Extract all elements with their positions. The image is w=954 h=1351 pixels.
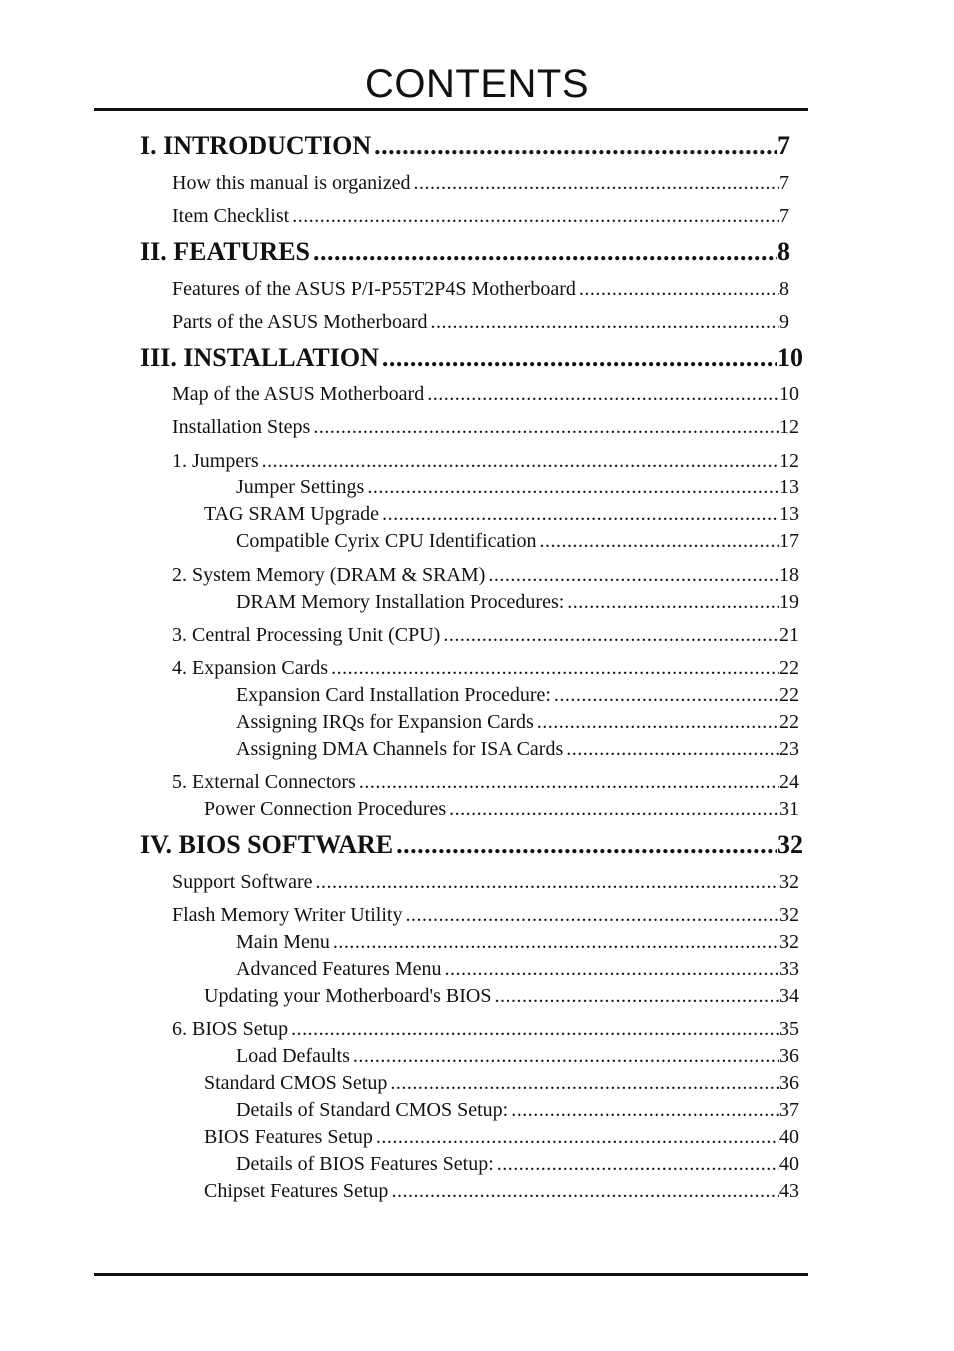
- toc-heading-introduction[interactable]: I. INTRODUCTION ..... 7: [140, 130, 790, 162]
- leader-dots: [259, 448, 779, 474]
- leader-dots: [288, 1016, 779, 1042]
- leader-dots: [508, 1097, 779, 1123]
- toc-entry[interactable]: 3. Central Processing Unit (CPU) ..... 21: [172, 622, 799, 648]
- leader-dots: [424, 381, 779, 407]
- toc-entry[interactable]: Expansion Card Installation Procedure: ..... 22: [236, 682, 799, 708]
- toc-entry[interactable]: Assigning IRQs for Expansion Cards ..... 22: [236, 709, 799, 735]
- leader-dots: [373, 1124, 779, 1150]
- leader-dots: [440, 622, 779, 648]
- toc-entry[interactable]: 2. System Memory (DRAM & SRAM) ..... 18: [172, 562, 799, 588]
- leader-dots: [387, 1070, 779, 1096]
- leader-dots: [402, 902, 779, 928]
- toc-entry[interactable]: 1. Jumpers ..... 12: [172, 448, 799, 474]
- toc-entry[interactable]: How this manual is organized ..... 7: [172, 170, 789, 196]
- leader-dots: [356, 769, 779, 795]
- leader-dots: [310, 414, 779, 440]
- toc-entry[interactable]: TAG SRAM Upgrade ..... 13: [204, 501, 799, 527]
- leader-dots: [576, 276, 779, 302]
- leader-dots: [551, 682, 779, 708]
- toc-entry[interactable]: Compatible Cyrix CPU Identification ..... 17: [236, 528, 799, 554]
- leader-dots: [328, 655, 779, 681]
- page-title: CONTENTS: [365, 62, 589, 106]
- toc-entry[interactable]: Chipset Features Setup ..... 43: [204, 1178, 799, 1204]
- leader-dots: [446, 796, 779, 822]
- leader-dots: [485, 562, 779, 588]
- toc-entry[interactable]: Support Software ..... 32: [172, 869, 799, 895]
- leader-dots: [310, 236, 777, 268]
- toc-entry[interactable]: Jumper Settings ..... 13: [236, 474, 799, 500]
- leader-dots: [442, 956, 780, 982]
- toc-entry[interactable]: 6. BIOS Setup ..... 35: [172, 1016, 799, 1042]
- toc-entry[interactable]: Details of Standard CMOS Setup: ..... 37: [236, 1097, 799, 1123]
- leader-dots: [537, 528, 779, 554]
- toc-entry[interactable]: Item Checklist ..... 7: [172, 203, 789, 229]
- toc-entry[interactable]: Parts of the ASUS Motherboard ..... 9: [172, 309, 789, 335]
- toc-entry[interactable]: Installation Steps ..... 12: [172, 414, 799, 440]
- leader-dots: [494, 1151, 779, 1177]
- toc-entry[interactable]: Load Defaults ..... 36: [236, 1043, 799, 1069]
- leader-dots: [428, 309, 779, 335]
- toc-entry[interactable]: Flash Memory Writer Utility ..... 32: [172, 902, 799, 928]
- toc-entry[interactable]: Main Menu ..... 32: [236, 929, 799, 955]
- toc-entry[interactable]: Details of BIOS Features Setup: ..... 40: [236, 1151, 799, 1177]
- leader-dots: [491, 983, 779, 1009]
- leader-dots: [330, 929, 779, 955]
- toc-entry[interactable]: BIOS Features Setup ..... 40: [204, 1124, 799, 1150]
- toc-heading-bios-software[interactable]: IV. BIOS SOFTWARE ..... 32: [140, 829, 803, 861]
- leader-dots: [534, 709, 779, 735]
- leader-dots: [289, 203, 779, 229]
- leader-dots: [364, 474, 779, 500]
- leader-dots: [371, 130, 777, 162]
- toc-entry[interactable]: Map of the ASUS Motherboard ..... 10: [172, 381, 799, 407]
- toc-entry[interactable]: Power Connection Procedures ..... 31: [204, 796, 799, 822]
- toc-entry[interactable]: Assigning DMA Channels for ISA Cards ..... 23: [236, 736, 799, 762]
- toc-entry[interactable]: Advanced Features Menu ..... 33: [236, 956, 799, 982]
- leader-dots: [313, 869, 779, 895]
- toc-entry[interactable]: 4. Expansion Cards ..... 22: [172, 655, 799, 681]
- leader-dots: [388, 1178, 779, 1204]
- toc-entry[interactable]: Standard CMOS Setup ..... 36: [204, 1070, 799, 1096]
- toc-heading-features[interactable]: II. FEATURES ..... 8: [140, 236, 790, 268]
- leader-dots: [379, 501, 779, 527]
- leader-dots: [393, 829, 777, 861]
- leader-dots: [410, 170, 779, 196]
- toc-heading-installation[interactable]: III. INSTALLATION ..... 10: [140, 342, 803, 374]
- leader-dots: [563, 736, 779, 762]
- leader-dots: [564, 589, 779, 615]
- toc-entry[interactable]: 5. External Connectors ..... 24: [172, 769, 799, 795]
- toc-entry[interactable]: Features of the ASUS P/I-P55T2P4S Motherboard ..... 8: [172, 276, 789, 302]
- bottom-rule: [94, 1273, 808, 1276]
- toc-entry[interactable]: DRAM Memory Installation Procedures: ..... 19: [236, 589, 799, 615]
- leader-dots: [379, 342, 777, 374]
- leader-dots: [350, 1043, 779, 1069]
- toc-entry[interactable]: Updating your Motherboard's BIOS ..... 34: [204, 983, 799, 1009]
